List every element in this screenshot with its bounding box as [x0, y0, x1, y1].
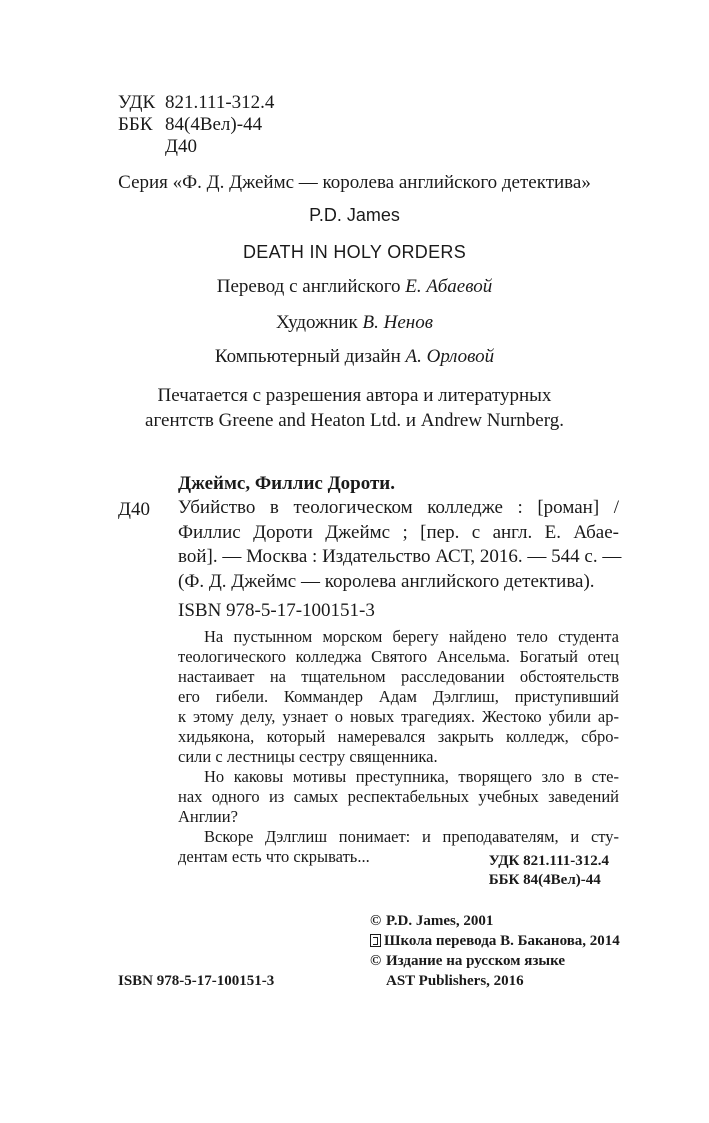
bold-bbk: ББК 84(4Вел)-44: [488, 872, 601, 888]
isbn-bottom: ISBN 978-5-17-100151-3: [118, 973, 275, 989]
artist-credit: [0, 311, 709, 335]
design-credit: [0, 345, 709, 369]
permission-notice: [0, 383, 709, 433]
catalog-author: Джеймс, Филлис Дороти.: [178, 473, 395, 494]
translation-credit: [0, 275, 709, 299]
author-mark: Д40: [165, 136, 197, 157]
annotation-line: настаивает на тщательном расследовании обстоятельств: [178, 667, 619, 686]
design-label: Компьютерный дизайн: [214, 346, 401, 367]
annotation-line: дентам есть что скрывать...: [178, 847, 370, 866]
original-title: DEATH IN HOLY ORDERS: [242, 242, 467, 262]
catalog-isbn: ISBN 978-5-17-100151-3: [178, 600, 375, 621]
original-author: P.D. James: [309, 205, 400, 225]
catalog-line: Филлис Дороти Джеймс ; [пер. с англ. Е. Абае-: [178, 521, 619, 543]
annotation-line: Но каковы мотивы преступника, творящего зло в сте-: [204, 767, 619, 786]
udk-value: 821.111-312.4: [165, 92, 275, 113]
copyright-icon: ©: [370, 953, 382, 969]
annotation-line: сили с лестницы сестру священника.: [178, 747, 438, 766]
bbk-line: [118, 114, 274, 136]
annotation-line: Англии?: [178, 807, 238, 826]
artist-label: Художник: [276, 312, 358, 333]
catalog-line: (Ф. Д. Джеймс — королева английского детектива).: [178, 570, 595, 592]
annotation-line: теологического колледжа Святого Ансельма. Богатый отец: [178, 647, 619, 666]
catalog-code: Д40: [118, 499, 150, 520]
designer-name: А. Орловой: [405, 346, 495, 367]
copyright-author: [370, 911, 620, 931]
annotation-line: Вскоре Дэлглиш понимает: и преподавателям, и сту-: [204, 827, 619, 846]
copyright-icon: ©: [370, 913, 382, 929]
udk-label: УДК: [118, 92, 156, 113]
bold-codes: [489, 852, 609, 890]
bold-udk: УДК 821.111-312.4: [488, 853, 609, 869]
annotation-line: нах одного из самых респектабельных учебных заведений: [178, 787, 619, 806]
translator-name: Е. Абаевой: [405, 276, 493, 297]
translation-school-icon: [370, 934, 381, 947]
annotation-line: его гибели. Коммандер Адам Дэлглиш, приступивший: [178, 687, 619, 706]
bbk-label: ББК: [118, 114, 153, 135]
catalog-line: вой]. — Москва : Издательство АСТ, 2016. — 544 с. —: [178, 546, 622, 567]
catalog-line: Убийство в теологическом колледже : [роман] /: [178, 497, 619, 518]
translation-label: Перевод с английского: [216, 276, 401, 297]
copyright-translation: [370, 931, 620, 951]
permission-line-1: Печатается с разрешения автора и литературных: [157, 385, 552, 406]
copyright-edition: [370, 951, 620, 971]
classification-block: [118, 92, 274, 158]
bbk-value: 84(4Вел)-44: [165, 114, 263, 135]
annotation-line: к этому делу, узнает о новых трагедиях. Жестоко убили ар-: [178, 707, 619, 726]
copyright-block: [370, 911, 620, 991]
catalog-description: [178, 496, 622, 594]
permission-line-2: агентств Greene and Heaton Ltd. и Andrew Nurnberg.: [145, 410, 564, 431]
annotation-line: хидьякона, который намеревался закрыть колледж, сбро-: [178, 727, 619, 746]
annotation: [178, 627, 619, 867]
copyright-author-text: P.D. James, 2001: [386, 913, 494, 929]
copyright-edition-text: Издание на русском языке: [386, 953, 566, 969]
copyright-publisher: AST Publishers, 2016: [386, 973, 524, 989]
annotation-line: На пустынном морском берегу найдено тело студента: [204, 627, 619, 646]
artist-name: В. Ненов: [362, 312, 433, 333]
copyright-translation-text: Школа перевода В. Баканова, 2014: [384, 933, 620, 949]
series-line: Серия «Ф. Д. Джеймс — королева английского детектива»: [118, 172, 591, 193]
udk-line: [118, 92, 274, 114]
